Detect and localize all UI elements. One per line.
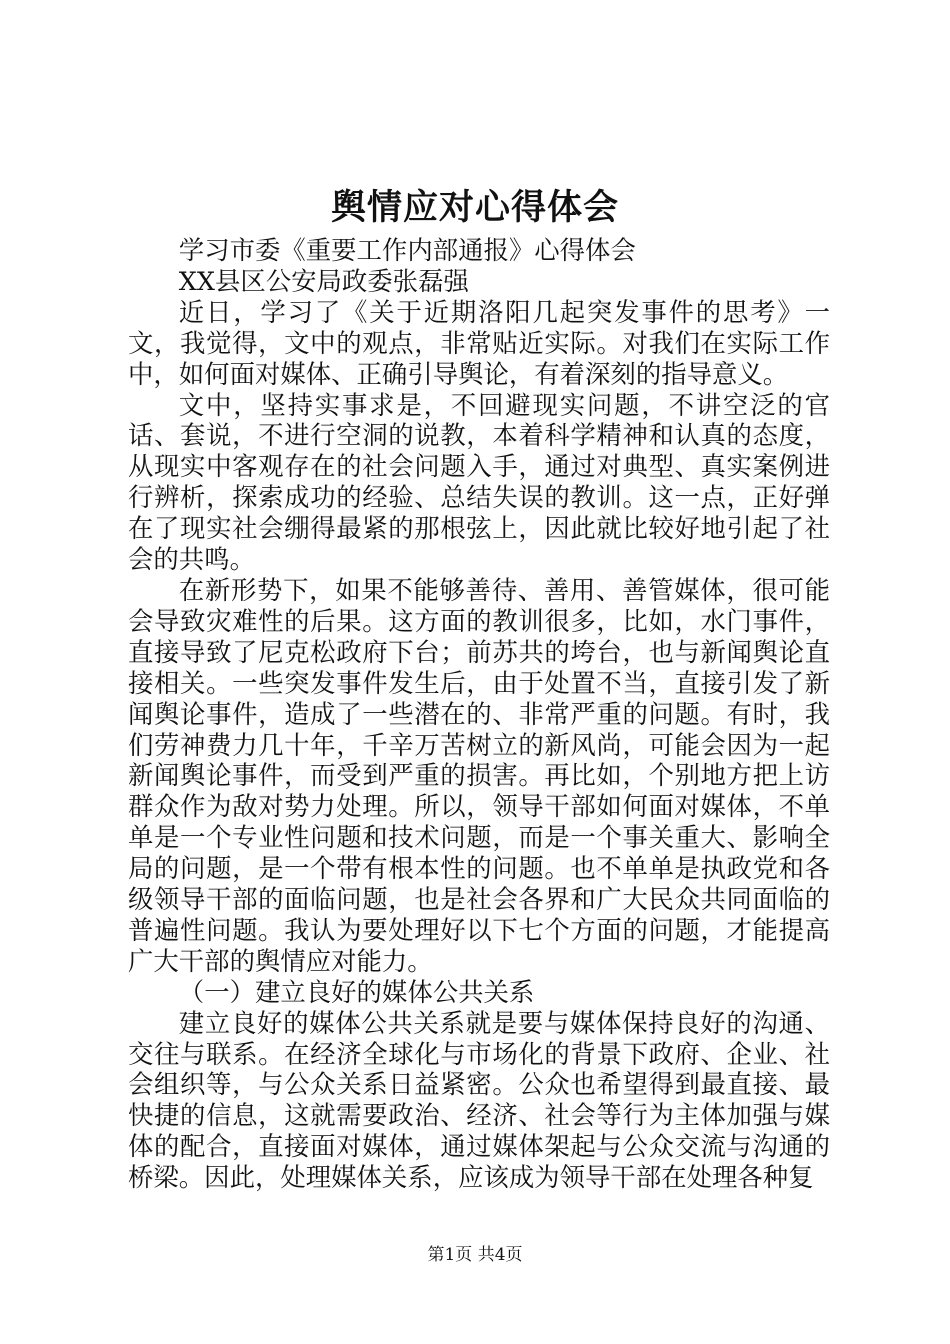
- body-paragraph: 建立良好的媒体公共关系就是要与媒体保持良好的沟通、交往与联系。在经济全球化与市场化的背景下政府、企业、社会组织等，与公众关系日益紧密。公众也希望得到最直接、最快捷的信息，这就需要政治、经济、社会等行为主体加强与媒体的配合，直接面对媒体，通过媒体架起与公众交流与沟通的桥梁。因此，处理媒体关系，应该成为领导干部在处理各种复: [128, 1007, 830, 1193]
- subtitle-paragraph: 学习市委《重要工作内部通报》心得体会: [178, 235, 636, 265]
- page-footer: 第1页 共4页: [427, 1245, 523, 1265]
- body-paragraph: 文中，坚持实事求是，不回避现实问题，不讲空泛的官话、套说，不进行空洞的说教，本着科学精神和认真的态度，从现实中客观存在的社会问题入手，通过对典型、真实案例进行辨析，探索成功的经验、总结失误的教训。这一点，正好弹在了现实社会绷得最紧的那根弦上，因此就比较好地引起了社会的共鸣。: [128, 389, 830, 575]
- document-title: 舆情应对心得体会: [330, 187, 619, 228]
- section-heading: （一）建立良好的媒体公共关系: [178, 976, 535, 1007]
- body-paragraph: 在新形势下，如果不能够善待、善用、善管媒体，很可能会导致灾难性的后果。这方面的教训很多，比如，水门事件，直接导致了尼克松政府下台；前苏共的垮台，也与新闻舆论直接相关。一些突发事件发生后，由于处置不当，直接引发了新闻舆论事件，造成了一些潜在的、非常严重的问题。有时，我们劳神费力几十年，千辛万苦树立的新风尚，可能会因为一起新闻舆论事件，而受到严重的损害。再比如，个别地方把上访群众作为敌对势力处理。所以，领导干部如何面对媒体，不单单是一个专业性问题和技术问题，而是一个事关重大、影响全局的问题，是一个带有根本性的问题。也不单单是执政党和各级领导干部的面临问题，也是社会各界和广大民众共同面临的普遍性问题。我认为要处理好以下七个方面的问题，才能提高广大干部的舆情应对能力。: [128, 574, 830, 976]
- body-paragraph: 近日，学习了《关于近期洛阳几起突发事件的思考》一文，我觉得，文中的观点，非常贴近实际。对我们在实际工作中，如何面对媒体、正确引导舆论，有着深刻的指导意义。: [128, 296, 830, 389]
- author-paragraph: XX县区公安局政委张磊强: [178, 265, 469, 296]
- document-body: [128, 235, 830, 1193]
